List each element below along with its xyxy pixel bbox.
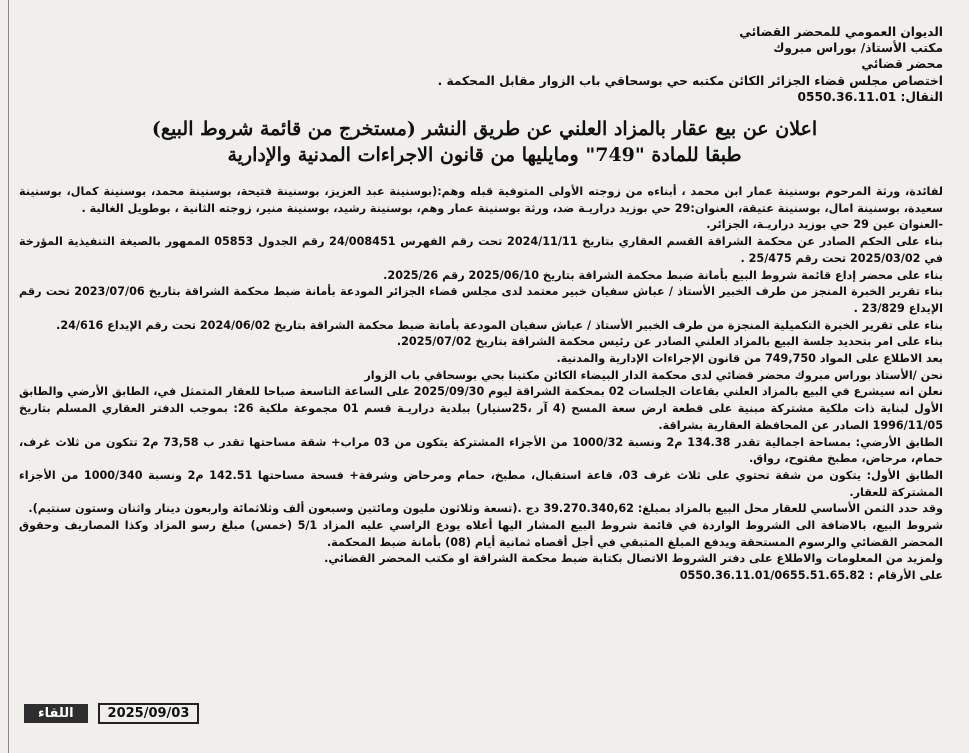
paragraph-deposit-record: بناء على محضر إداع قائمة شروط البيع بأمانة ضبط محكمة الشراقة بتاريخ 2025/06/10 رقم 2025/26. [383,268,943,282]
paragraph-bailiff: نحن /الأستاذ بوراس مبروك محضر قضائي لدى محكمة الدار البيضاء الكائن مكتبنا بحي بوسحاقي باب الزوار [364,368,943,382]
newspaper-name-badge: اللقاء [24,704,88,723]
column-divider [8,0,9,753]
paragraph-legal-articles: بعد الاطلاع على المواد 749,750 من قانون الإجراءات الإدارية والمدنية. [556,352,943,366]
header-jurisdiction: اختصاص مجلس قضاء الجزائر الكائن مكتبه حي بوسحاقي باب الزوار مقابل المحكمة . [437,73,943,88]
paragraph-contact-numbers: على الأرقام : 0550.36.11.01/0655.51.65.82 [679,569,943,583]
paragraph-first-floor: الطابق الأول: يتكون من شقة تحتوي على ثلاث غرف 03، قاعة استقبال، مطبخ، حمام ومرحاض وشرفة+ فسحة مساحتها 142.51 م2 ونسبة 1000/340 من الأجزاء المشتركة للعقار. [19,468,943,499]
announcement-title [110,116,859,168]
paragraph-expert-report: بناء تقرير الخبرة المنجز من طرف الخبير الأستاذ / عباش سفيان خبير معتمد لدى مجلس قضاء الجزائر المودعة بأمانة ضبط محكمة الشراقة بتاريخ 2023/07/06 تحت رقم الإيداع 23/829 . [19,285,943,315]
paragraph-more-info: ولمزيد من المعلومات والاطلاع على دفتر الشروط الاتصال بكتابة ضبط محكمة الشراقة او مكتب المحضر القضائي. [324,552,943,566]
paragraph-sale-notice: نعلن انه سيشرع في البيع بالمزاد العلني بقاعات الجلسات 02 بمحكمة الشراقة ليوم 2025/09/30 على الساعة التاسعة صباحا للعقار المتمثل في، الطابق الأرضي والطابق الأول لبناية ذات ملكية مشتركة مبنية على قطعة ارض سعة المسح (4 آر ،25سنيار) ببلدية دراريـة قسم 01 مجموعة ملكية 26: بموجب الدفتر العقاري المسلم بتاريخ 1996/11/05 الصادر عن المحافظة العقارية بشراقة. [19,385,944,432]
paragraph-judgment: بناء على الحكم الصادر عن محكمة الشراقة القسم العقاري بتاريخ 2024/11/11 تحت رقم الفهرس 24/008451 رقم الجدول 05853 الممهور بالصيغة التنفيذية المؤرخة في 2025/03/02 تحت رقم 25/475 . [19,235,943,265]
header-phone: النقال: 0550.36.11.01 [797,89,943,104]
publication-footer [24,703,199,724]
paragraph-ground-floor: الطابق الأرضي: بمساحة اجمالية تقدر 134.38 م2 ونسبة 1000/32 من الأجزاء المشتركة يتكون من 03 مراب+ شقة مساحتها تقدر ب 73,58 م2 تتكون من ثلاث غرف، حمام، مرحاض، مطبخ مفتوح، رواق. [19,435,943,466]
paragraph-supplementary-report: بناء على تقرير الخبرة التكميلية المنجزة من طرف الخبير الأستاذ / عباش سفيان المودعة بأمانة ضبط محكمة الشراقة بتاريخ 2024/06/02 تحت رقم الإيداع 24/616. [56,318,943,332]
title-line-2: طبقا للمادة "749" ومايليها من قانون الاجراءات المدنية والإدارية [227,144,742,166]
office-header [243,24,943,105]
paragraph-sale-conditions: شروط البيع، بالاضافة الى الشروط الواردة في قائمة شروط البيع المشار اليها أعلاه يودع الراسي عليه المزاد 5/1 (خمس) مبلغ رسو المزاد وكذا المصاريف وحقوق المحضر القضائي والرسوم المستحقة ويدفع المبلغ المتبقي في أجل أقصاه ثمانية أيام (08) بأمانة ضبط المحكمة. [19,519,943,549]
publication-date: 2025/09/03 [98,703,200,724]
paragraph-beneficiaries: لفائدة، ورثة المرحوم بوسنينة عمار ابن محمد ، أبناءه من زوجته الأولى المتوفية قبله وهم:(بوسنينة عبد العزيز، بوسنينة فتيحة، بوسنينة محمد، بوسنينة كمال، بوسنينة سعيدة، بوسنينة امال، بوسنينة عتيقة، العنوان:29 حي بوزيد دراريـة ضد، ورثة بوسنينة عمار وهم، بوسنينة رشيد، بوسنينة منير، زوجته الثانية ، بوطويل الغالية . [19,185,943,215]
title-line-1: اعلان عن بيع عقار بالمزاد العلني عن طريق النشر (مستخرج من قائمة شروط البيع) [151,118,818,140]
paragraph-hearing-order: بناء على امر بتحديد جلسة البيع بالمزاد العلني الصادر عن رئيس محكمة الشراقة بتاريخ 2025/07/02. [396,335,943,349]
announcement-body [19,184,943,585]
header-role: محضر قضائي [861,57,943,72]
header-bailiff-name: مكتب الأستاذ/ بوراس مبروك [773,41,943,56]
paragraph-base-price: وقد حدد الثمن الأساسي للعقار محل البيع بالمزاد بمبلغ: 39.270.340,62 دج .(تسعة وثلاثون مليون ومائتين وسبعون ألف وثلاثمائة واربعون دينار واثنان وستون سنتيم). [28,502,943,516]
paragraph-address: -العنوان عين 29 حي بوزيد دراريـة، الجزائر. [706,218,943,232]
header-office-title: الديوان العمومي للمحضر القضائي [739,25,943,39]
